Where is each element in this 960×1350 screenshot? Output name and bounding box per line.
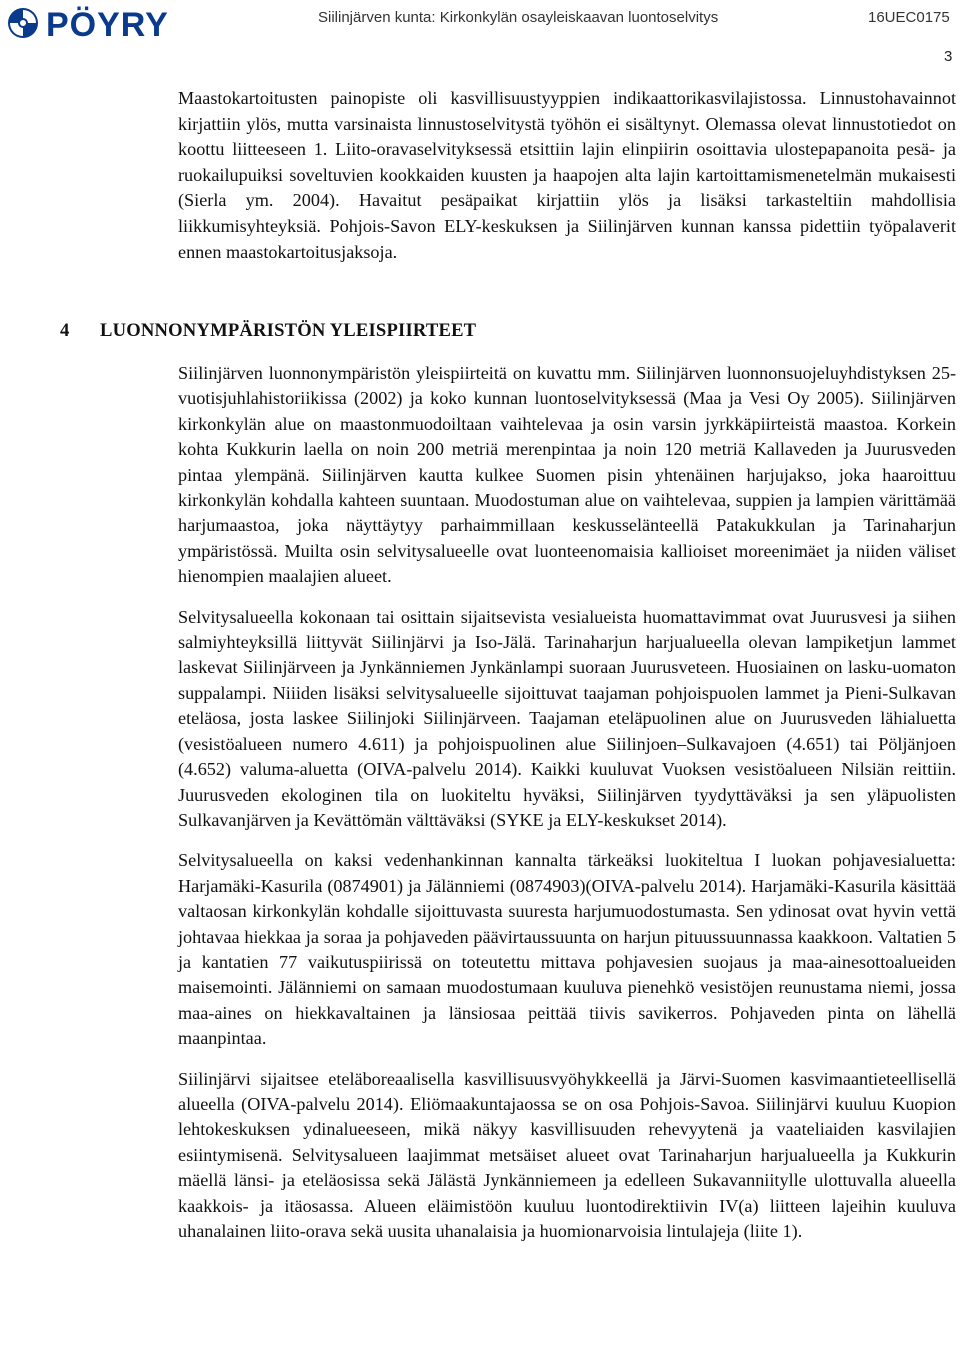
body-paragraph: Selvitysalueella kokonaan tai osittain sijaitsevista vesialueista huomattavimmat ovat Juurusvesi ja siihen salmiyhteyksillä liittyvät Siilinjärvi ja Iso-Jälä. Tarinaharjun harjualueella olevan lampiketjun lammet laskevat Siilinjärveen ja Jynkänniemen Jynkänlampi suoraan Juurusveteen. Huosiainen on lasku-uomaton suppalampi. Niiiden lisäksi selvitysalueelle sijoittuvat taajaman pohjoispuolen lammet ja Pieni-Sulkavan eteläosa, josta laskee Siilinjoki Siilinjärveen. Taajaman eteläpuolinen alue on Juurusveden lähialuetta (vesistöalueen numero 4.611) ja pohjoispuolinen alue Siilinjoen–Sulkavajoen (4.651) tai Pöljänjoen (4.652) valuma-aluetta (OIVA-palvelu 2014). Kaikki kuuluvat Vuoksen vesistöalueen Nilsiän reittiin. Juurusveden ekologinen tila on luokiteltu hyväksi, Siilinjärven tyydyttäväksi ja sen yläpuolisten Sulkavanjärven ja Kevättömän välttäväksi (SYKE ja ELY-keskukset 2014). (178, 606, 956, 830)
body-paragraph: Selvitysalueella on kaksi vedenhankinnan kannalta tärkeäksi luokiteltua I luokan pohjavesialuetta: Harjamäki-Kasurila (0874901) ja Jälänniemi (0874903)(OIVA-palvelu 2014). Harjamäki-Kasurila käsittää valtaosan kirkonkylän kohdalle sijoittuvasta suuresta harjumuodostumasta. Sen ydinosat ovat hyvin vettä johtavaa hiekkaa ja soraa ja pohjaveden päävirtaussuunta on harjun pituussuunnassa kaakkoon. Valtatien 5 ja kantatien 77 vaikutuspiirissä on toteutettu mittava pohjavesien suojaus ja maa-ainesottoalueiden maisemointi. Jälänniemi on samaan muodostumaan kuuluva pienehkö vesistöjen reunustama niemi, jossa maa-aines on hiekkavaltainen ja länsiosaa peittää tiivis savikerros. Pohjaveden pinta on lähellä maanpintaa. (178, 850, 956, 1049)
section-heading (60, 320, 940, 342)
poyry-logo-mark (6, 6, 242, 40)
page-header (0, 0, 960, 44)
poyry-logo (6, 6, 242, 40)
body-paragraph: Siilinjärvi sijaitsee eteläboreaalisella kasvillisuusvyöhykkeellä ja Järvi-Suomen kasvimaantieteellisellä alueella (OIVA-palvelu 2014). Eliömaakuntajaossa se on osa Pohjois-Savoa. Siilinjärvi kuuluu Kuopion lehtokeskuksen ydinalueeseen, mikä näkyy kasvillisuuden rehevyytenä ja vaateliaiden kasvilajien esiintymisenä. Selvitysalueen laajimmat metsäiset alueet ovat Tarinaharjun harjualueella ja Kukkurin mäellä länsi- ja eteläosissa sekä Jälästä Jynkänniemeen ja edelleen Sukavanniitylle ulottuvalla alueella kaakkois- ja itäosassa. Alueen eläimistöön kuuluu luontodirektiivin IV(a) liitteen lajeihin kuuluva uhanalainen liito-orava sekä uusita uhanalaisia ja huomionarvoisia lintulajeja (liite 1). (178, 1068, 956, 1241)
section-body (178, 361, 956, 1244)
section-title: LUONNONYMPÄRISTÖN YLEISPIIRTEET (100, 320, 477, 341)
document-code: 16UEC0175 (868, 9, 950, 26)
page-number: 3 (944, 48, 953, 65)
body-paragraph: Siilinjärven luonnonympäristön yleispiirteitä on kuvattu mm. Siilinjärven luonnonsuojeluyhdistyksen 25-vuotisjuhlahistoriikissa (2002) ja koko kunnan luontoselvityksessä (Maa ja Vesi Oy 2005). Siilinjärven kirkonkylän alue on maastonmuodoiltaan vaihtelevaa ja osin varsin jyrkkäpiirteistä maastoa. Korkein kohta Kukkurin laella on noin 200 metriä merenpintaa ja noin 120 metriä Kallaveden ja Juurusveden pintaa ylempänä. Siilinjärven kautta kulkee Suomen pisin yhtenäinen harjujakso, joka haaroittuu kirkonkylän kohdalla kahteen suuntaan. Muodostuman alue on vaihtelevaa, suppien ja lampien värittämää harjumaastoa, joka näyttäytyy parhaimmillaan keskusselänteellä Patakukkulan ja Tarinaharjun ympäristössä. Muilta osin selvitysalueelle ovat luonteenomaisia kallioiset moreenimäet ja niiden väliset hienompien maalajien alueet. (178, 363, 956, 587)
section-number: 4 (60, 320, 70, 341)
intro-paragraph: Maastokartoitusten painopiste oli kasvillisuustyyppien indikaattorikasvilajistossa. Linnustohavainnot kirjattiin ylös, mutta varsinaista linnustoselvitystä työhön ei sisältynyt. Olemassa olevat linnustotiedot on koottu liitteeseen 1. Liito-oravaselvityksessä etsittiin lajin elinpiirin osoittavia ulostepapanoita pesä- ja ruokailupuiksi soveltuvien kookkaiden kuusten ja haapojen alta lajin kartoittamismenetelmän mukaisesti (Sierla ym. 2004). Havaitut pesäpaikat kirjattiin ylös ja lisäksi tarkasteltiin mahdollisia liikkumisyhteyksiä. Pohjois-Savon ELY-keskuksen ja Siilinjärven kunnan kanssa pidettiin työpalaverit ennen maastokartoitusjaksoja. (178, 88, 956, 262)
intro-text (178, 86, 956, 265)
document-title: Siilinjärven kunta: Kirkonkylän osayleiskaavan luontoselvitys (318, 9, 719, 26)
logo-wordmark: PÖYRY (46, 6, 169, 40)
